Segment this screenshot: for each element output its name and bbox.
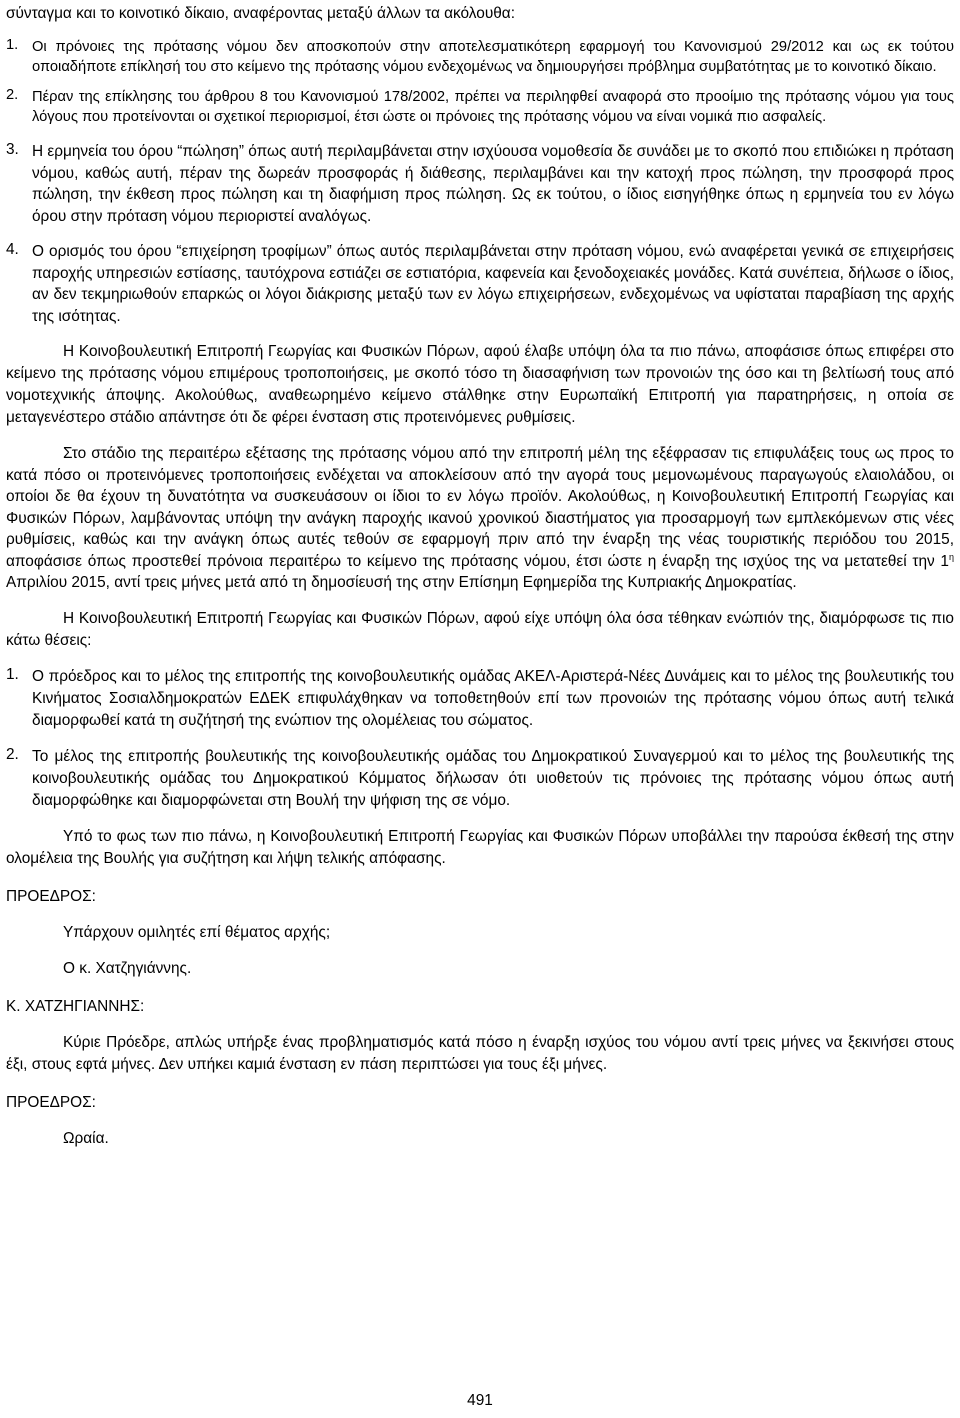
observations-list bbox=[6, 37, 954, 127]
ordinal-superscript: η bbox=[948, 551, 954, 562]
transcript bbox=[6, 886, 954, 1150]
paragraph-text: Στο στάδιο της περαιτέρω εξέτασης της πρότασης νόμου από την επιτροπή μέλη της εξέφρασαν τις επιφυλάξεις τους ως προς το κατά πόσο οι προτεινόμενες τροποποιήσεις ενδέχεται να αποκλείσουν από την αγορά τους μεμονωμένους παραγωγούς ελαιολάδου, οι οποίοι δε θα έχουν τη δυνατότητα να συσκευάσουν οι ίδιοι το εν λόγω προϊόν. Ακολούθως, η Κοινοβουλευτική Επιτροπή Γεωργίας και Φυσικών Πόρων, λαμβάνοντας υπόψη την ανάγκη παροχής ικανού χρονικού διαστήματος για προσαρμογή των εμπλεκόμενων στις νέες ρυθμίσεις, καθώς και την ανάγκη όπως αυτές τεθούν σε εφαρμογή πριν από την έναρξη της νέας τουριστικής περιόδου του 2015, αποφάσισε όπως προστεθεί πρόνοια περαιτέρω το κείμενο της πρότασης νόμου, έτσι ώστε η έναρξη της ισχύος της να μετατεθεί την 1 bbox=[6, 445, 954, 570]
item-text: Το μέλος της επιτροπής βουλευτικής της κοινοβουλευτικής ομάδας του Δημοκρατικού Συναγερμού και το μέλος της βουλευτικής της κοινοβουλευτικής ομάδας του Δημοκρατικού Κόμματος δήλωσαν ότι υιοθετούν τις πρόνοιες της πρότασης νόμου όπως αυτή διαμορφώθηκε και διαμορφώνεται στη Βουλή την ψήφιση της σε νόμο. bbox=[32, 747, 954, 809]
list-item bbox=[6, 241, 954, 327]
intro-text: σύνταγμα και το κοινοτικό δίκαιο, αναφέροντας μεταξύ άλλων τα ακόλουθα: bbox=[6, 5, 515, 22]
speech-line: Υπάρχουν ομιλητές επί θέματος αρχής; bbox=[63, 923, 331, 941]
list-item bbox=[6, 37, 954, 77]
speaker-label: ΠΡΟΕΔΡΟΣ: bbox=[6, 1093, 96, 1111]
page-number: 491 bbox=[467, 1392, 493, 1409]
speaker-label: Κ. ΧΑΤΖΗΓΙΑΝΝΗΣ: bbox=[6, 997, 145, 1015]
item-text: Ο ορισμός του όρου “επιχείρηση τροφίμων” όπως αυτός περιλαμβάνεται στην πρόταση νόμου, ενώ αναφέρεται γενικά σε επιχειρήσεις παροχής υπηρεσιών εστίασης, ταυτόχρονα εστιάζει σε εστιατόρια, καφενεία και ξενοδοχειακές μονάδες. Κατά συνέπεια, δήλωσε ο ίδιος, αν δεν τεκμηριωθούν επαρκώς οι λόγοι διάκρισης μεταξύ των εν λόγω επιχειρήσεων, ενδεχομένως να υφίσταται παραβίαση της αρχής της ισότητας. bbox=[32, 243, 954, 325]
item-text: Ο πρόεδρος και το μέλος της επιτροπής της κοινοβουλευτικής ομάδας ΑΚΕΛ-Αριστερά-Νέες Δυνάμεις και το μέλος της βουλευτικής του Κινήματος Σοσιαλδημοκρατών ΕΔΕΚ επιφυλάχθηκαν να τοποθετηθούν επί των προνοιών της πρότασης νόμου όπως αυτή τελικά διαμορφωθεί κατά τη συζήτησή της ενώπιον της ολομέλειας του σώματος. bbox=[32, 667, 954, 729]
speaker-label: ΠΡΟΕΔΡΟΣ: bbox=[6, 887, 96, 905]
paragraph bbox=[6, 443, 954, 594]
observations-list-cont bbox=[6, 141, 954, 327]
list-item bbox=[6, 666, 954, 732]
paragraph-text: Απριλίου 2015, αντί τρεις μήνες μετά από τη δημοσίευσή της στην Επίσημη Εφημερίδα της Κυπριακής Δημοκρατίας. bbox=[6, 574, 797, 591]
document-page bbox=[6, 0, 954, 1150]
speech-line: Ο κ. Χατζηγιάννης. bbox=[63, 959, 192, 977]
list-item bbox=[6, 746, 954, 812]
item-text: Η ερμηνεία του όρου “πώληση” όπως αυτή περιλαμβάνεται στην ισχύουσα νομοθεσία δε συνάδει με το σκοπό που επιδιώκει η πρόταση νόμου, καθώς αυτή, πέραν της δωρεάν προσφοράς ή διάθεσης, περιλαμβάνει και την κατοχή προς πώληση, την προσφορά προς πώληση, την έκθεση προς πώληση και τη διαφήμιση προς πώληση. Ως εκ τούτου, ο ίδιος εισηγήθηκε όπως η ερμηνεία του εν λόγω όρου στην πρόταση νόμου περιοριστεί αναλόγως. bbox=[32, 143, 954, 225]
item-number: 2. bbox=[6, 745, 19, 763]
speech-line: Ωραία. bbox=[63, 1129, 109, 1147]
item-number: 2. bbox=[6, 87, 19, 103]
list-item bbox=[6, 141, 954, 227]
speech-line: Κύριε Πρόεδρε, απλώς υπήρξε ένας προβληματισμός κατά πόσο η έναρξη ισχύος του νόμου αντί τρεις μήνες να ξεκινήσει στους έξι, στους εφτά μήνες. Δεν υπήκει καμιά ένσταση εν πάση περιπτώσει για τους έξι μήνες. bbox=[6, 1033, 954, 1073]
item-number: 1. bbox=[6, 665, 19, 683]
list-item bbox=[6, 87, 954, 127]
item-text: Οι πρόνοιες της πρότασης νόμου δεν αποσκοπούν στην αποτελεσματικότερη εφαρμογή του Κανονισμού 29/2012 και ως εκ τούτου οποιαδήποτε επίκλησή του στο κείμενο της πρότασης νόμου ενδεχομένως να δημιουργήσει πρόβλημα συμβατότητας με το κοινοτικό δίκαιο. bbox=[32, 39, 954, 75]
item-text: Πέραν της επίκλησης του άρθρου 8 του Κανονισμού 178/2002, πρέπει να περιληφθεί αναφορά στο προοίμιο της πρότασης νόμου για τους λόγους που προτείνονται οι σχετικοί περιορισμοί, έτσι ώστε οι πρόνοιες της πρότασης νόμου να είναι νομικά πιο ασφαλείς. bbox=[32, 89, 954, 125]
paragraph: Η Κοινοβουλευτική Επιτροπή Γεωργίας και Φυσικών Πόρων, αφού είχε υπόψη όλα όσα τέθηκαν ενώπιόν της, διαμόρφωσε τις πιο κάτω θέσεις: bbox=[6, 609, 954, 649]
item-number: 3. bbox=[6, 141, 19, 158]
item-number: 1. bbox=[6, 37, 19, 53]
item-number: 4. bbox=[6, 241, 19, 258]
positions-list bbox=[6, 666, 954, 812]
paragraph: Υπό το φως των πιο πάνω, η Κοινοβουλευτική Επιτροπή Γεωργίας και Φυσικών Πόρων υποβάλλει την παρούσα έκθεσή της στην ολομέλεια της Βουλής για συζήτηση και λήψη τελικής απόφασης. bbox=[6, 827, 954, 867]
paragraph: Η Κοινοβουλευτική Επιτροπή Γεωργίας και Φυσικών Πόρων, αφού έλαβε υπόψη όλα τα πιο πάνω, αποφάσισε όπως επιφέρει στο κείμενο της πρότασης νόμου επιμέρους τροποποιήσεις, με σκοπό τόσο τη διασαφήνιση των προνοιών της όσο και τη βελτίωσή τους από νομοτεχνικής άποψης. Ακολούθως, αναθεωρημένο κείμενο στάλθηκε στην Ευρωπαϊκή Επιτροπή για παρατηρήσεις, η οποία σε μεταγενέστερο στάδιο απάντησε ότι δε φέρει ένσταση στις προτεινόμενες ρυθμίσεις. bbox=[6, 343, 954, 426]
